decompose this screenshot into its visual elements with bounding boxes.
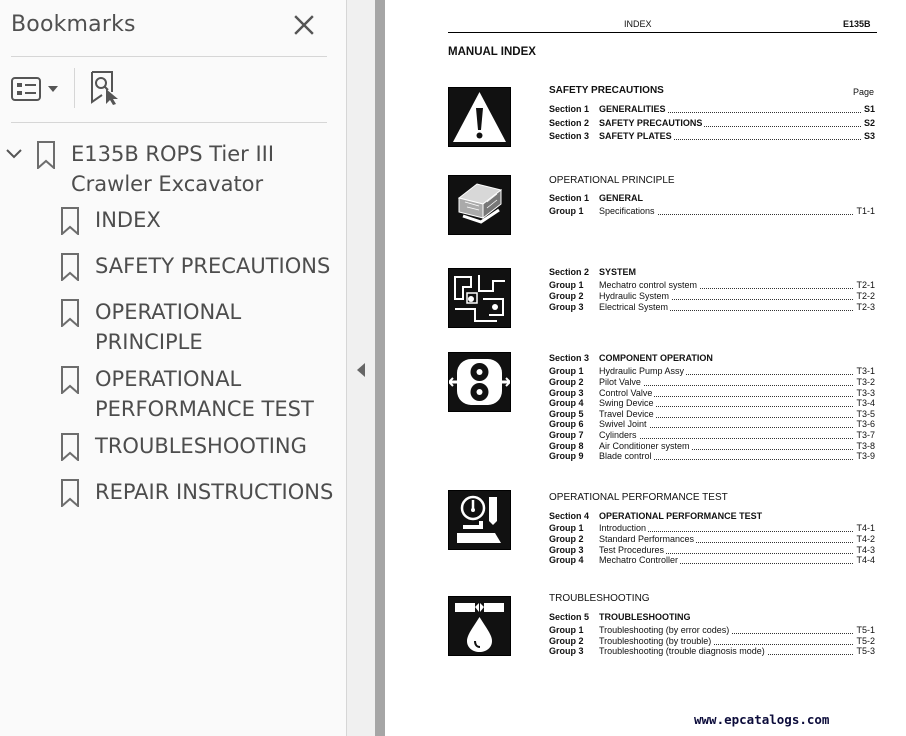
bookmark-item-label: TROUBLESHOOTING bbox=[95, 434, 307, 458]
index-entry[interactable]: Group 1 Mechatro control system T2-1 bbox=[549, 280, 875, 290]
collapse-panel-button[interactable] bbox=[355, 362, 367, 378]
index-entry[interactable]: Section 3 COMPONENT OPERATION bbox=[549, 353, 713, 363]
index-entry[interactable]: Group 2 Hydraulic System T2-2 bbox=[549, 291, 875, 301]
toolbar-separator bbox=[74, 68, 75, 108]
collapse-chevron-button[interactable] bbox=[5, 146, 23, 162]
index-entry[interactable]: Group 8 Air Conditioner system T3-8 bbox=[549, 441, 875, 451]
watermark-text: www.epcatalogs.com bbox=[694, 712, 830, 727]
bookmark-item-label: PRINCIPLE bbox=[95, 330, 203, 354]
index-entry[interactable]: Group 9 Blade control T3-9 bbox=[549, 451, 875, 461]
bookmark-icon bbox=[60, 207, 80, 235]
find-bookmark-icon bbox=[88, 70, 124, 106]
gauge-icon bbox=[449, 491, 510, 549]
block-title: OPERATIONAL PERFORMANCE TEST bbox=[549, 492, 728, 503]
index-entry[interactable]: Group 7 Cylinders T3-7 bbox=[549, 430, 875, 440]
index-entry[interactable]: Section 2 SAFETY PRECAUTIONS S2 bbox=[549, 118, 875, 128]
find-current-bookmark-button[interactable] bbox=[88, 70, 124, 106]
triangle-left-icon bbox=[355, 362, 367, 378]
panel-divider bbox=[11, 122, 327, 123]
component-operation-image bbox=[448, 352, 511, 412]
index-entry[interactable]: Section 4 OPERATIONAL PERFORMANCE TEST bbox=[549, 511, 763, 521]
block-title: SAFETY PRECAUTIONS bbox=[549, 85, 664, 96]
index-entry[interactable]: Section 5 TROUBLESHOOTING bbox=[549, 612, 691, 622]
document-gutter bbox=[375, 0, 385, 736]
page-header-center: INDEX bbox=[624, 19, 652, 29]
close-panel-button[interactable] bbox=[290, 11, 318, 39]
index-entry[interactable]: Group 4 Swing Device T3-4 bbox=[549, 398, 875, 408]
index-entry[interactable]: Group 3 Control Valve T3-3 bbox=[549, 388, 875, 398]
troubleshooting-image bbox=[448, 596, 511, 656]
index-entry[interactable]: Section 3 SAFETY PLATES S3 bbox=[549, 131, 875, 141]
index-entry[interactable]: Group 4 Mechatro Controller T4-4 bbox=[549, 555, 875, 565]
header-rule bbox=[448, 32, 877, 33]
performance-test-image bbox=[448, 490, 511, 550]
index-entry[interactable]: Section 1 GENERAL bbox=[549, 193, 644, 203]
bookmark-item-label: OPERATIONAL bbox=[95, 300, 242, 324]
system-image bbox=[448, 268, 511, 328]
index-entry[interactable]: Group 3 Test Procedures T4-3 bbox=[549, 545, 875, 555]
bookmark-options-button[interactable] bbox=[10, 74, 62, 104]
system-icon bbox=[449, 269, 510, 327]
panel-divider bbox=[11, 56, 327, 57]
bookmark-icon bbox=[36, 141, 56, 169]
page-column-label: Page bbox=[853, 87, 875, 97]
bookmark-icon bbox=[60, 299, 80, 327]
bookmark-root-label-line2: Crawler Excavator bbox=[71, 172, 264, 196]
index-entry[interactable]: Group 3 Electrical System T2-3 bbox=[549, 302, 875, 312]
bookmark-item-label: SAFETY PRECAUTIONS bbox=[95, 254, 331, 278]
bookmark-root-label-line1: E135B ROPS Tier III bbox=[71, 142, 275, 166]
index-entry[interactable]: Group 2 Pilot Valve T3-2 bbox=[549, 377, 875, 387]
bookmark-icon bbox=[60, 433, 80, 461]
block-title: OPERATIONAL PRINCIPLE bbox=[549, 175, 675, 186]
bookmark-item-label: REPAIR INSTRUCTIONS bbox=[95, 480, 334, 504]
warning-icon bbox=[449, 88, 510, 146]
index-entry[interactable]: Group 3 Troubleshooting (trouble diagnosis mode) T5-3 bbox=[549, 646, 875, 656]
index-entry[interactable]: Group 1 Troubleshooting (by error codes) T5-1 bbox=[549, 625, 875, 635]
index-entry[interactable]: Section 1 GENERALITIES S1 bbox=[549, 104, 875, 114]
index-entry[interactable]: Group 2 Standard Performances T4-2 bbox=[549, 534, 875, 544]
bookmark-icon bbox=[60, 479, 80, 507]
index-entry[interactable]: Group 2 Troubleshooting (by trouble) T5-2 bbox=[549, 636, 875, 646]
index-entry[interactable]: Group 1 Introduction T4-1 bbox=[549, 523, 875, 533]
index-entry[interactable]: Group 1 Hydraulic Pump Assy T3-1 bbox=[549, 366, 875, 376]
document-page bbox=[385, 0, 906, 736]
close-icon bbox=[290, 11, 318, 39]
block-title: TROUBLESHOOTING bbox=[549, 593, 650, 604]
bookmark-item-label: PERFORMANCE TEST bbox=[95, 397, 314, 421]
leak-drop-icon bbox=[449, 597, 510, 655]
bookmark-item-label: INDEX bbox=[95, 208, 161, 232]
bookmark-icon bbox=[60, 366, 80, 394]
index-entry[interactable]: Group 6 Swivel Joint T3-6 bbox=[549, 419, 875, 429]
chevron-down-icon bbox=[5, 146, 23, 162]
bookmark-item-label: OPERATIONAL bbox=[95, 367, 242, 391]
principle-icon bbox=[449, 176, 510, 234]
operational-principle-image bbox=[448, 175, 511, 235]
panel-title: Bookmarks bbox=[11, 12, 136, 37]
bookmark-icon bbox=[60, 253, 80, 281]
index-entry[interactable]: Group 1 Specifications T1-1 bbox=[549, 206, 875, 216]
list-options-icon bbox=[10, 74, 62, 104]
index-entry[interactable]: Section 2 SYSTEM bbox=[549, 267, 637, 277]
gear-pump-icon bbox=[449, 353, 510, 411]
safety-precautions-image bbox=[448, 87, 511, 147]
manual-index-title: MANUAL INDEX bbox=[448, 46, 536, 58]
bookmarks-panel bbox=[0, 0, 347, 736]
page-header-right: E135B bbox=[843, 19, 871, 29]
index-entry[interactable]: Group 5 Travel Device T3-5 bbox=[549, 409, 875, 419]
